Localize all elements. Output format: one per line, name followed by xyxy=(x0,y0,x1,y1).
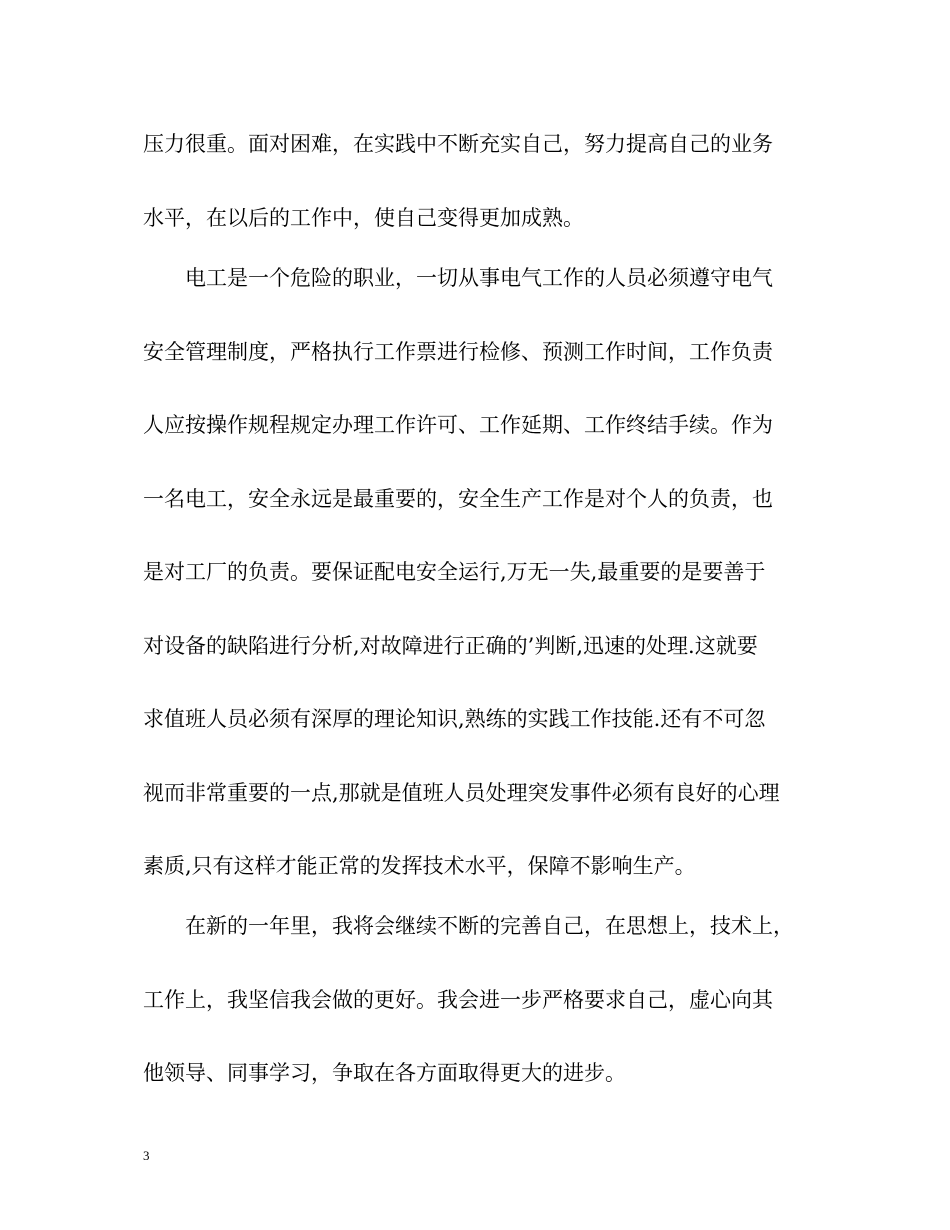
text-line: 视而非常重要的一点,那就是值班人员处理突发事件必须有良好的心理 xyxy=(143,781,780,805)
text-line: 安全管理制度，严格执行工作票进行检修、预测工作时间，工作负责 xyxy=(143,340,773,364)
page-number: 3 xyxy=(143,1148,150,1163)
text-line: 压力很重。面对困难，在实践中不断充实自己，努力提高自己的业务 xyxy=(143,132,773,156)
text-line: 一名电工，安全永远是最重要的，安全生产工作是对个人的负责，也 xyxy=(143,487,773,511)
text-line: 人应按操作规程规定办理工作许可、工作延期、工作终结手续。作为 xyxy=(143,413,773,437)
text-line: 水平，在以后的工作中，使自己变得更加成熟。 xyxy=(143,206,584,230)
text-line: 他领导、同事学习，争取在各方面取得更大的进步。 xyxy=(143,1061,626,1085)
text-line: 在新的一年里，我将会继续不断的完善自己，在思想上，技术上， xyxy=(143,914,794,938)
text-line: 求值班人员必须有深厚的理论知识,熟练的实践工作技能.还有不可忽 xyxy=(143,707,766,731)
text-line: 工作上，我坚信我会做的更好。我会进一步严格要求自己，虚心向其 xyxy=(143,988,773,1012)
text-line: 素质,只有这样才能正常的发挥技术水平，保障不影响生产。 xyxy=(143,854,696,878)
text-line: 电工是一个危险的职业，一切从事电气工作的人员必须遵守电气 xyxy=(143,266,773,290)
text-line: 是对工厂的负责。要保证配电安全运行,万无一失,最重要的是要善于 xyxy=(143,560,766,584)
text-line: 对设备的缺陷进行分析,对故障进行正确的’判断,迅速的处理.这就要 xyxy=(143,634,758,658)
